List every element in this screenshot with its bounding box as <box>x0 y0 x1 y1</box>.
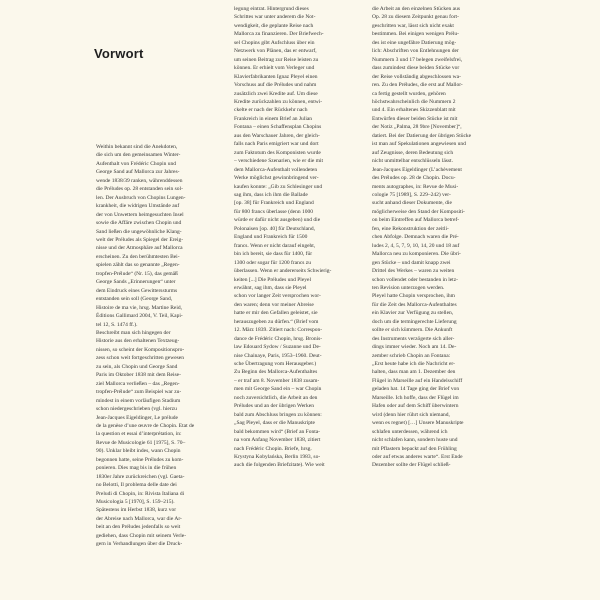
text-line: aus den Warschauer Jahren, der gleich- <box>234 132 320 139</box>
text-line: Zu Beginn des Mallorca-Aufenthaltes <box>234 369 318 376</box>
text-line: falls nach Paris emigriert war und dort <box>234 141 319 148</box>
text-line: George Sands „Erinnerungen“ unter <box>96 279 176 286</box>
text-line: [op. 38] für Frankreich und England <box>234 200 314 207</box>
text-line: bald zum Abschluss bringen zu können: <box>234 411 322 418</box>
text-line: oder auf etwas anderes warte“. Erst Ende <box>372 454 463 461</box>
text-line: sowie die Affäre zwischen Chopin und <box>96 220 182 227</box>
text-line: Krystyna Kobylańska, Berlin 1983, so- <box>234 454 321 461</box>
text-line: auch die folgenden Briefzitate). Wie weit <box>234 462 325 469</box>
text-line: ca fertig gestellt wurden, gehören <box>372 90 446 97</box>
text-line: überlassen. Wenn er andererseits Schwierig- <box>234 268 332 275</box>
text-line: auf Zeugnisse, deren Bedeutung sich <box>372 149 454 156</box>
text-line: die sich um den gemeinsamen Winter- <box>96 152 181 159</box>
text-line: zum Faktotum des Komponisten wurde <box>234 149 321 156</box>
text-line: lich: Abschriften von Entlehnungen der <box>372 48 459 55</box>
text-line: Jean-Jacques Eigeldinger, Le prélude <box>96 414 178 421</box>
text-line: sel Chopins gibt Aufschluss über ein <box>234 39 315 46</box>
text-line: Op. 28 zu diesem Zeitpunkt genau fort- <box>372 14 459 21</box>
text-line: mit Pflastern bepackt auf den Frühling <box>372 445 457 452</box>
text-line: Jean-Jacques Eigeldinger (L’achèvement <box>372 166 462 173</box>
text-line: Sand ließen die ungewöhnliche Klang- <box>96 228 182 235</box>
text-line: Beschreibt man sich hingegen der <box>96 329 171 336</box>
text-line: Polonaisen [op. 40] für Deutschland, <box>234 225 315 232</box>
text-line: ren. Zu den Préludes, die erst auf Mallor- <box>372 82 463 89</box>
text-line: nicht unmittelbar entschlüsseln lässt. <box>372 158 453 165</box>
text-line: nach Frédéric Chopin. Briefe, hrsg. <box>234 445 312 452</box>
text-line: können. Er erhielt vom Verleger und <box>234 65 315 72</box>
text-line: law Edouard Sydow / Suzanne und De- <box>234 344 321 351</box>
text-line: höchstwahrscheinlich die Nummern 2 <box>372 98 456 105</box>
text-line: ist man auf Spekulationen angewiesen und <box>372 141 466 148</box>
text-line: Drittel des Werkes – waren zu weiten <box>372 268 455 275</box>
text-line: Marseille. Ich hoffe, dass der Flügel im <box>372 394 459 401</box>
text-line: sche Übertragung vom Herausgeber.) <box>234 361 317 368</box>
text-line: wenn es regnet) […] Unsere Manuskripte <box>372 420 464 427</box>
text-line: wendigkeit, die geplante Reise nach <box>234 22 314 29</box>
text-line: welt der Préludes als Spiegel der Ereig- <box>96 236 184 243</box>
text-line: – verschiedene Szenarien, wie er die mit <box>234 158 324 165</box>
text-line: der von Unwettern heimgesuchten Insel <box>96 211 184 218</box>
text-line: Mallorca neu zu komponieren. Die übri- <box>372 251 461 258</box>
text-line: Schrittes war unter anderem die Not- <box>234 14 316 21</box>
text-line: Historie aus den erhaltenen Textzeug- <box>96 338 180 345</box>
page-heading: Vorwort <box>94 46 144 61</box>
text-line: wende 1838/39 ranken, währenddessen <box>96 177 183 184</box>
text-line: zusätzlich zwei Kredite auf. Um diese <box>234 90 318 97</box>
text-line: ments autographes, in: Revue de Musi- <box>372 183 459 190</box>
text-line: England und Frankreich für 1500 <box>234 234 308 241</box>
text-line: chen Abfolge. Demnach waren die Pré- <box>372 234 459 241</box>
text-line: beit an den Préludes jedenfalls so weit <box>96 524 181 531</box>
text-line: Revue de Musicologie 61 [1975], S. 70– <box>96 439 186 446</box>
text-line: no Belotti, Il problema delle date dei <box>96 482 177 489</box>
text-line: erwähnt, sag ihm, dass sie Pleyel <box>234 284 307 291</box>
text-line: spielen zählt das so genannte „Regen- <box>96 262 180 269</box>
text-line: dings immer wieder. Noch am 14. De- <box>372 344 457 351</box>
text-line: on beim Eintreffen auf Mallorca betref- <box>372 217 460 224</box>
text-line: geschritten war, lässt sich nicht exakt <box>372 22 454 29</box>
text-line: würde er dafür nicht ausgeben) und die <box>234 217 321 224</box>
text-line: gediehen, dass Chopin mit seinem Verle- <box>96 532 187 539</box>
text-line: cologie 75 [1989], S. 229–242) ver- <box>372 191 451 198</box>
text-line: des Instruments verzögerte sich aller- <box>372 335 455 342</box>
text-line: tropfen-Prélude“ zum Beispiel war zu- <box>96 389 182 396</box>
text-line: George Sand auf Mallorca zur Jahres- <box>96 169 180 176</box>
text-line: 1830er Jahre zurückreichen (vgl. Gaeta- <box>96 473 185 480</box>
text-line: der Notiz „Palma, 28 9bre [November]“, <box>372 124 462 131</box>
text-line: ponieren. Dies mag bis in die frühen <box>96 465 177 472</box>
text-line: tropfen-Prélude“ (Nr. 15), das gemäß <box>96 270 178 277</box>
text-line: sollte er sich kümmern. Die Ankunft <box>372 327 453 334</box>
text-line: noch zuversichtlich, die Arbeit an den <box>234 394 318 401</box>
text-line: zember schrieb Chopin an Fontana: <box>372 352 451 359</box>
text-line: nisse und der Atmosphäre auf Mallorca <box>96 245 183 252</box>
text-line: ten Revision unterzogen werden. <box>372 284 445 291</box>
text-line: Préludes und an der übrigen Werken <box>234 403 314 410</box>
text-line: „Erst heute habe ich die Nachricht er- <box>372 361 455 368</box>
text-line: doch um die termingerechte Lieferung <box>372 318 457 325</box>
text-line: sag ihm, dass ich ihm die Ballade <box>234 191 308 198</box>
text-line: Flügel in Marseille auf ein Handelsschiff <box>372 377 463 384</box>
text-line: ckelte er nach der Rückkehr nach <box>234 107 308 114</box>
text-line: Vorschuss auf die Préludes und nahm <box>234 82 317 89</box>
text-line: datiert. Bei der Datierung der übrigen Stücke <box>372 132 472 139</box>
text-line: Hafen oder auf dem Schiff überwintern <box>372 403 459 410</box>
text-line: um seinen Beitrag zur Reise leisten zu <box>234 56 319 63</box>
text-line: und 4. Ein erhaltenes Skizzenblatt mit <box>372 107 456 114</box>
text-line: herauszugeben zu dürfen.“ (Brief vom <box>234 318 319 325</box>
text-line: Fontana – einen Schaffensplan Chopins <box>234 124 322 131</box>
text-line: sucht anhand dieser Dokumente, die <box>372 200 452 207</box>
text-column-2 <box>234 5 358 470</box>
text-line: dance de Frédéric Chopin, hrsg. Bronis- <box>234 335 323 342</box>
text-line: fen, eine Rekonstruktion der zeitli- <box>372 225 449 232</box>
text-line: 90). Unklar bleibt indes, wann Chopin <box>96 448 181 455</box>
text-line: Werke möglichst gewinnbringend ver- <box>234 175 319 182</box>
text-line: dass zumindest diese beiden Stücke vor <box>372 65 460 72</box>
text-line: legung eintrat. Hintergrund dieses <box>234 6 309 12</box>
text-line: Mallorca zu finanzieren. Der Briefwech- <box>234 31 324 38</box>
text-line: gern in Verhandlungen über die Druck- <box>96 541 183 548</box>
text-line: na vom Anfang November 1838, zitiert <box>234 437 321 444</box>
text-line: schlafen unterdessen, während ich <box>372 428 448 435</box>
text-column-3 <box>372 5 496 470</box>
text-line: keiten [...] Die Préludes und Pleyel <box>234 276 311 283</box>
text-line: ziel Mallorca verließen – das „Regen- <box>96 380 180 387</box>
text-line: kaufen konnte: „Gib zu Schlesinger und <box>234 183 323 190</box>
text-line: möglicherweise den Stand der Kompositi- <box>372 208 465 215</box>
text-line: entstanden sein soll (George Sand, <box>96 296 173 303</box>
text-line: dem Eindruck eines Gewitterssturms <box>96 287 178 294</box>
text-line: die Arbeit an den einzelnen Stücken aus <box>372 6 460 12</box>
text-line: zess schon weit fortgeschritten gewesen <box>96 355 184 362</box>
text-line: erscheinen. Zu den berühmtesten Bei- <box>96 253 180 260</box>
text-line: den waren; denn vor meiner Abreise <box>234 301 314 308</box>
text-line: für die Zeit des Mallorca-Aufenthaltes <box>372 301 457 308</box>
text-line: Netzwerk von Plänen, das er entwarf, <box>234 48 317 55</box>
text-line: Dezember sollte der Flügel schließ- <box>372 462 451 469</box>
text-line: francs. Wenn er nicht darauf eingeht, <box>234 242 316 249</box>
text-line: 1300 oder sogar für 1200 francs zu <box>234 259 311 266</box>
text-line: nissen, so scheint der Kompositionspro- <box>96 346 185 353</box>
text-line: „Sag Pleyel, dass er die Manuskripte <box>234 420 315 427</box>
text-line: Weithin bekannt sind die Anekdoten, <box>96 144 178 150</box>
text-line: Aufenthalt von Frédéric Chopin und <box>96 160 177 167</box>
text-column-1 <box>96 143 220 549</box>
text-line: gen Stücke – und damit knapp zwei <box>372 259 451 266</box>
text-line: nise Chainaye, Paris, 1953–1960. Deut- <box>234 352 322 359</box>
text-line: krankheit, die widrigen Umstände auf <box>96 203 180 210</box>
text-line: 12. März 1839. Zitiert nach: Correspon- <box>234 327 323 334</box>
text-line: halten, dass man am 1. Dezember den <box>372 369 456 376</box>
text-line: die Préludes op. 28 entstanden sein sol- <box>96 186 183 193</box>
text-line: der Abreise nach Mallorca, war die Ar- <box>96 515 182 522</box>
text-line: Éditions Gallimard 2004, V. Teil, Kapi- <box>96 313 183 320</box>
text-line: men mit George Sand ein – war Chopin <box>234 386 322 393</box>
text-line: bestimmen. Bei einigen wenigen Prélu- <box>372 31 459 38</box>
text-line: schon vollendet oder bestanden in letz- <box>372 276 458 283</box>
text-line: Spätestens im Herbst 1838, kurz vor <box>96 507 177 514</box>
text-line: Paris im Oktober 1838 mit dem Reise- <box>96 372 181 379</box>
text-line: ludes 2, 4, 5, 7, 9, 10, 14, 20 und 18 auf <box>372 242 460 249</box>
text-line: schon niedergeschrieben (vgl. hierzu <box>96 406 177 413</box>
text-line: wird (denn hier rührt sich niemand, <box>372 411 450 418</box>
text-line: – er traf am 8. November 1838 zusam- <box>234 377 320 384</box>
text-line: des ist eine ungefähre Datierung mög- <box>372 39 457 46</box>
text-line: Kredite zurückzahlen zu können, entwi- <box>234 98 323 105</box>
text-line: Klavierfabrikanten Ignaz Pleyel einen <box>234 73 318 80</box>
text-line: bald bekommen wird“ (Brief an Fonta- <box>234 428 320 435</box>
text-line: Frankreich in einem Brief an Julian <box>234 115 313 122</box>
text-line: mindest in einem vorläufigen Stadium <box>96 397 181 404</box>
text-line: Nummern 3 und 17 belegen zweifelsfrei, <box>372 56 463 63</box>
text-line: dem Mallorca-Aufenthalt vollendeten <box>234 166 318 173</box>
text-line: len. Der Ausbruch von Chopins Lungen- <box>96 194 186 201</box>
text-line: Pleyel hatte Chopin versprochen, ihm <box>372 293 455 300</box>
text-line: Preludi di Chopin, in: Rivista Italiana di <box>96 490 185 497</box>
text-line: tel 12, S. 1474 ff.). <box>96 321 138 328</box>
text-line: Histoire de ma vie, hrsg. Martine Reid, <box>96 304 182 311</box>
text-line: la question et essai d’interprétation, in: <box>96 431 182 438</box>
text-line: des Préludes op. 28 de Chopin. Docu- <box>372 175 456 182</box>
text-line: Musicologia 5 [1970], S. 159–215). <box>96 499 175 506</box>
text-line: begonnen hatte, seine Préludes zu kom- <box>96 456 184 463</box>
text-line: Entwürfen dieser beiden Stücke ist mit <box>372 115 458 122</box>
text-line: für 800 francs überlasse (denn 1000 <box>234 208 313 215</box>
text-line: hatte er mir den Gefallen geleistet, sie <box>234 310 318 317</box>
text-line: schon vor langer Zeit versprochen wor- <box>234 293 321 300</box>
text-line: nicht schlafen kann, sondern huste und <box>372 437 458 444</box>
text-line: bin ich bereit, sie dass für 1400, für <box>234 251 313 258</box>
text-line: zu sein, als Chopin und George Sand <box>96 363 178 370</box>
text-line: der Reise vollständig abgeschlossen wa- <box>372 73 461 80</box>
text-line: geladen hat. 14 Tage ging der Brief von <box>372 386 460 393</box>
text-line: de la genèse d’une œuvre de Chopin. Etat de <box>96 422 195 429</box>
text-line: ein Klavier zur Verfügung zu stellen, <box>372 310 454 317</box>
